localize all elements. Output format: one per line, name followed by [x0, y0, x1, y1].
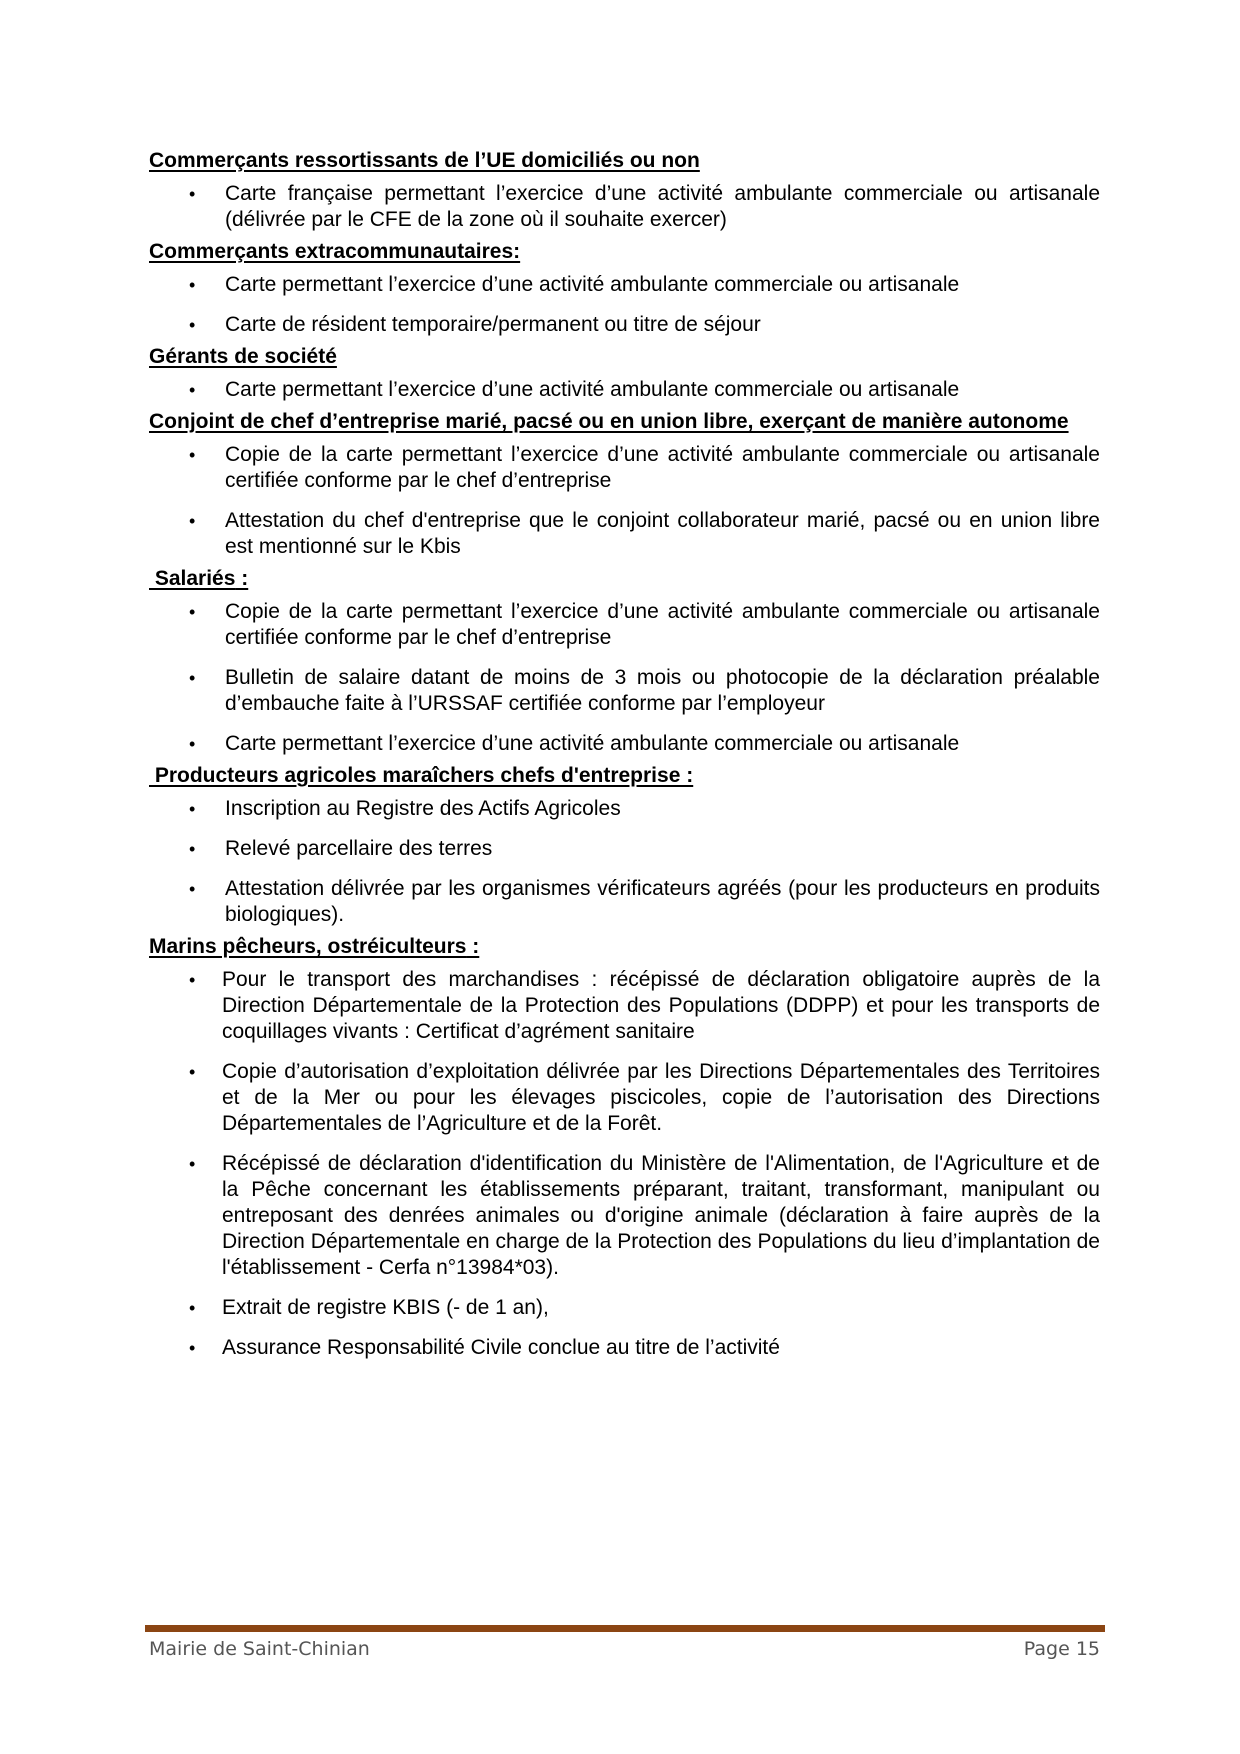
list-item: • Copie d’autorisation d’exploitation délivrée par les Directions Départementales des Territoires et de la Mer ou pour les élevages piscicoles, copie de l’autorisation des Directions Départementales de l’Agriculture et de la Forêt.	[189, 1060, 1100, 1135]
list-item: • Pour le transport des marchandises : récépissé de déclaration obligatoire auprès de la Direction Départementale de la Protection des Populations (DDPP) et pour les transports de coquillages vivants : Certificat d’agrément sanitaire	[189, 968, 1100, 1043]
bullet-list	[149, 796, 1100, 928]
section-heading: Conjoint de chef d’entreprise marié, pacsé ou en union libre, exerçant de manière autonome	[149, 410, 1069, 433]
bullet-icon: •	[189, 879, 196, 899]
bullet-list	[149, 272, 1100, 338]
bullet-icon: •	[189, 799, 196, 819]
bullet-icon: •	[189, 1338, 196, 1358]
section-heading: Marins pêcheurs, ostréiculteurs :	[149, 935, 480, 958]
list-item: • Relevé parcellaire des terres	[189, 837, 493, 860]
bullet-icon: •	[189, 315, 196, 335]
bullet-list	[149, 967, 1100, 1361]
list-item: • Carte permettant l’exercice d’une activité ambulante commerciale ou artisanale	[189, 378, 960, 401]
bullet-icon: •	[189, 380, 196, 400]
bullet-list	[149, 377, 1100, 403]
list-item: • Carte française permettant l’exercice d’une activité ambulante commerciale ou artisanale (délivrée par le CFE de la zone où il souhaite exercer)	[189, 182, 1100, 231]
bullet-icon: •	[189, 275, 196, 295]
section-heading: Gérants de société	[149, 345, 337, 368]
bullet-icon: •	[189, 1062, 196, 1082]
list-item: • Copie de la carte permettant l’exercice d’une activité ambulante commerciale ou artisanale certifiée conforme par le chef d’entreprise	[189, 600, 1100, 649]
bullet-icon: •	[189, 445, 196, 465]
list-item: • Carte permettant l’exercice d’une activité ambulante commerciale ou artisanale	[189, 732, 960, 755]
list-item: • Bulletin de salaire datant de moins de 3 mois ou photocopie de la déclaration préalable d’embauche faite à l’URSSAF certifiée conforme par l’employeur	[189, 666, 1100, 715]
bullet-list	[149, 181, 1100, 233]
document-body	[149, 147, 1100, 1366]
list-item: • Copie de la carte permettant l’exercice d’une activité ambulante commerciale ou artisanale certifiée conforme par le chef d’entreprise	[189, 443, 1100, 492]
list-item: • Attestation du chef d'entreprise que le conjoint collaborateur marié, pacsé ou en union libre est mentionné sur le Kbis	[189, 509, 1100, 558]
bullet-icon: •	[189, 511, 196, 531]
list-item: • Récépissé de déclaration d'identification du Ministère de l'Alimentation, de l'Agriculture et de la Pêche concernant les établissements préparant, traitant, transformant, manipulant ou entreposant des denrées animales ou d'origine animale (déclaration à faire auprès de la Direction Départementale en charge de la Protection des Populations du lieu d’implantation de l'établissement - Cerfa n°13984*03).	[189, 1152, 1100, 1279]
page-number: Page 15	[1023, 1638, 1100, 1660]
list-item: • Extrait de registre KBIS (- de 1 an),	[189, 1296, 549, 1319]
list-item: • Inscription au Registre des Actifs Agricoles	[189, 797, 621, 820]
bullet-icon: •	[189, 970, 196, 990]
list-item: • Carte de résident temporaire/permanent ou titre de séjour	[189, 313, 761, 336]
bullet-icon: •	[189, 668, 196, 688]
footer-rule	[145, 1625, 1105, 1632]
bullet-icon: •	[189, 184, 196, 204]
list-item: • Assurance Responsabilité Civile conclue au titre de l’activité	[189, 1336, 780, 1359]
list-item: • Carte permettant l’exercice d’une activité ambulante commerciale ou artisanale	[189, 273, 960, 296]
bullet-list	[149, 599, 1100, 757]
section-heading: Commerçants ressortissants de l’UE domiciliés ou non	[149, 149, 700, 172]
bullet-icon: •	[189, 1154, 196, 1174]
bullet-icon: •	[189, 839, 196, 859]
bullet-icon: •	[189, 734, 196, 754]
footer-organization: Mairie de Saint-Chinian	[149, 1638, 370, 1660]
list-item: • Attestation délivrée par les organismes vérificateurs agréés (pour les producteurs en produits biologiques).	[189, 877, 1100, 926]
bullet-icon: •	[189, 1298, 196, 1318]
section-heading: Commerçants extracommunautaires:	[149, 240, 521, 263]
section-heading: Salariés :	[149, 567, 249, 590]
bullet-list	[149, 442, 1100, 560]
section-heading: Producteurs agricoles maraîchers chefs d'entreprise :	[149, 764, 694, 787]
bullet-icon: •	[189, 602, 196, 622]
